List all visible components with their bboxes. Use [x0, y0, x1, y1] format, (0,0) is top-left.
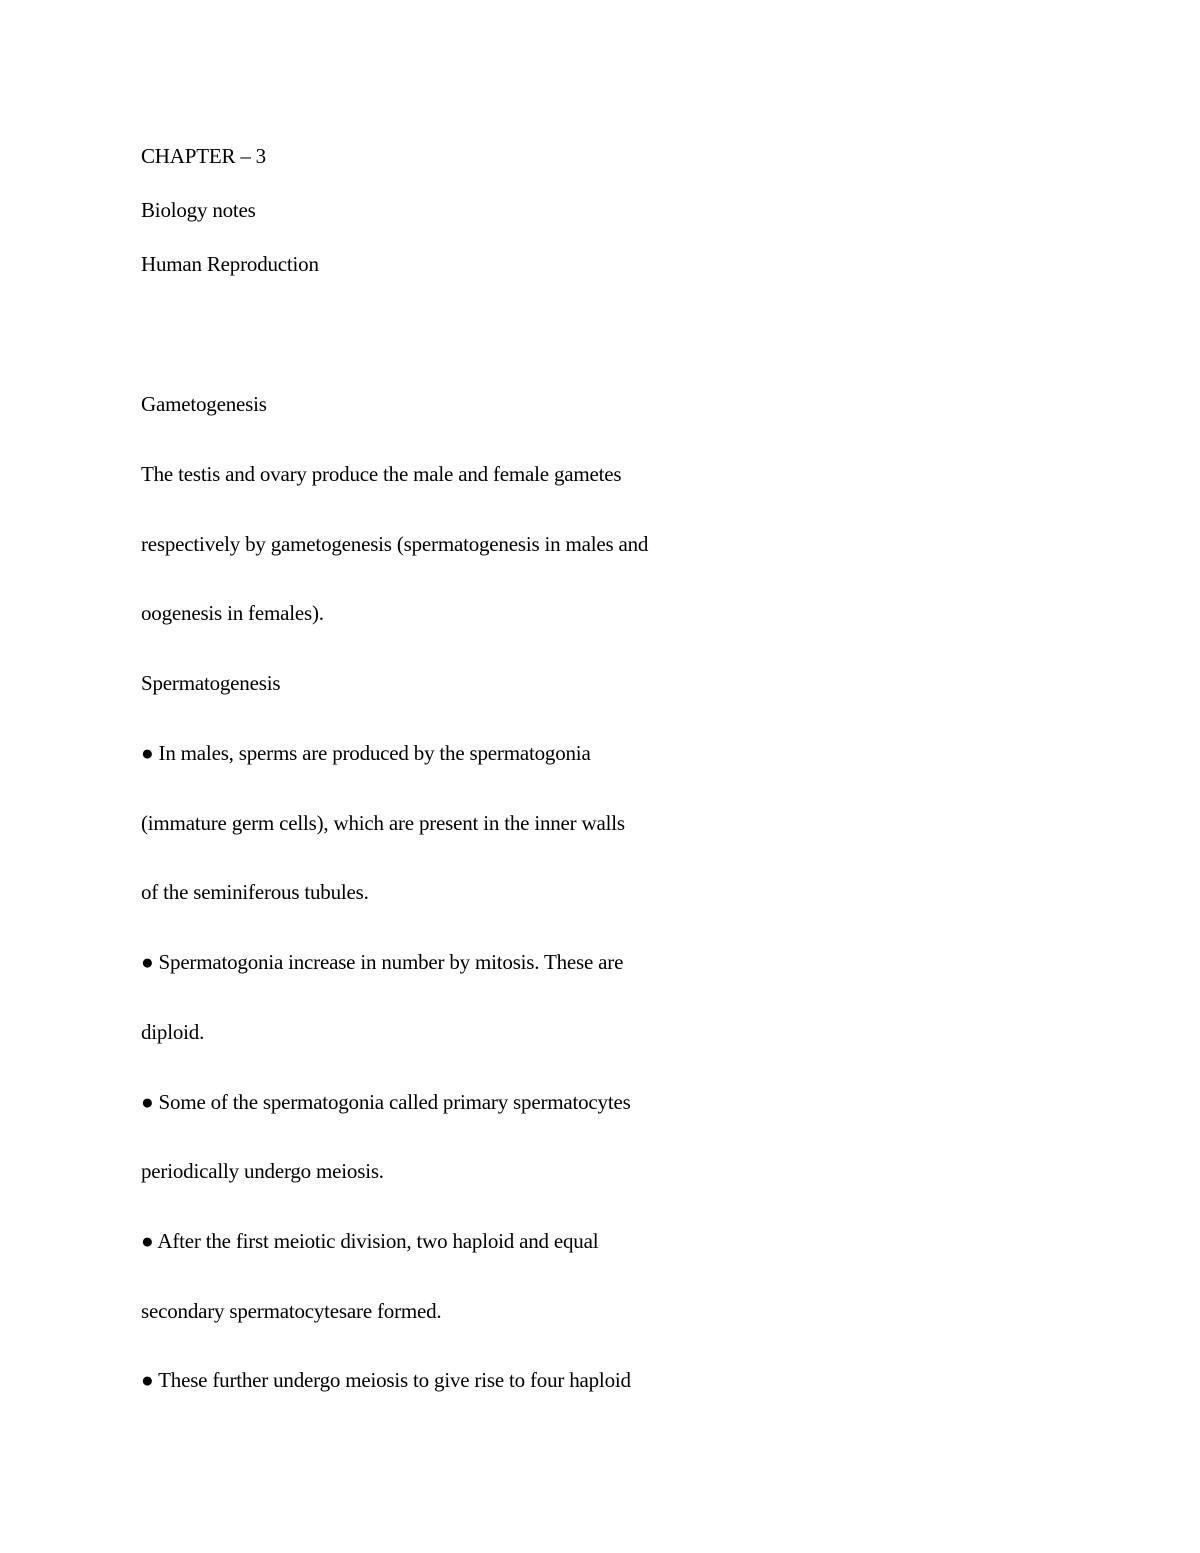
bullet-line: ● Some of the spermatogonia called primary spermatocytes — [141, 1090, 631, 1114]
paragraph-line: oogenesis in females). — [141, 601, 324, 625]
bullet-line: ● In males, sperms are produced by the spermatogonia — [141, 741, 591, 765]
paragraph-line: (immature germ cells), which are present in the inner walls — [141, 811, 625, 835]
paragraph-line: respectively by gametogenesis (spermatogenesis in males and — [141, 532, 649, 556]
bullet-line: ● Spermatogonia increase in number by mitosis. These are — [141, 950, 624, 974]
topic-line: Human Reproduction — [141, 252, 319, 276]
bullet-line: ● After the first meiotic division, two haploid and equal — [141, 1229, 599, 1253]
paragraph-line: periodically undergo meiosis. — [141, 1159, 384, 1183]
section-heading-spermatogenesis: Spermatogenesis — [141, 671, 281, 695]
paragraph-line: diploid. — [141, 1020, 205, 1044]
paragraph-line: of the seminiferous tubules. — [141, 880, 369, 904]
chapter-heading: CHAPTER – 3 — [141, 144, 266, 168]
paragraph-line: The testis and ovary produce the male and female gametes — [141, 462, 622, 486]
bullet-line: ● These further undergo meiosis to give rise to four haploid — [141, 1368, 631, 1392]
paragraph-line: secondary spermatocytesare formed. — [141, 1299, 442, 1323]
section-heading-gametogenesis: Gametogenesis — [141, 392, 267, 416]
subject-line: Biology notes — [141, 198, 256, 222]
